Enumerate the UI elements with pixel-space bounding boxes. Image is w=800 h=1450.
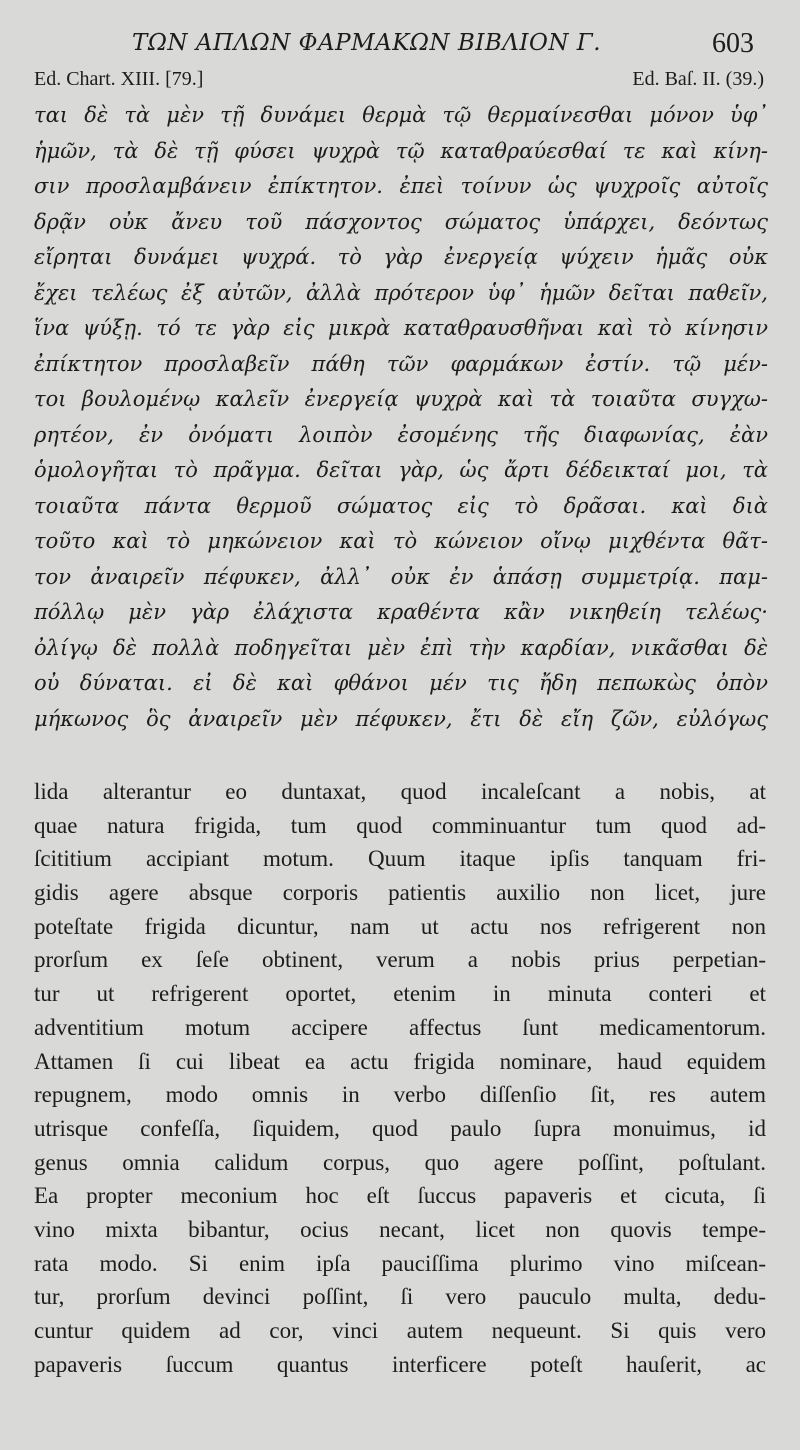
latin-line: cuntur quidem ad cor, vinci autem nequeunt. Si quis vero [34, 1318, 766, 1343]
page-number: 603 [712, 28, 754, 59]
latin-line: repugnem, modo omnis in verbo diſſenſio ſit, res autem [34, 1082, 766, 1108]
latin-line: tur, prorſum devinci poſſint, ſi vero pauculo multa, dedu- [34, 1284, 766, 1310]
greek-line: ται δὲ τὰ μὲν τῇ δυνάμει θερμὰ τῷ θερμαίνεσθαι μόνον ὑφ᾽ [34, 103, 768, 127]
greek-line: ἵνα ψύξῃ. τό τε γὰρ εἰς μικρὰ καταθραυσθῆναι καὶ τὸ κίνησιν [34, 316, 768, 340]
latin-line: vino mixta bibantur, ocius necant, licet non quovis tempe- [34, 1216, 766, 1242]
greek-line: σιν προσλαμβάνειν ἐπίκτητον. ἐπεὶ τοίνυν ὡς ψυχροῖς αὐτοῖς [34, 174, 768, 198]
latin-line: papaveris ſuccum quantus interficere poteſt hauſerit, ac [34, 1351, 766, 1377]
greek-line: ἐπίκτητον προσλαβεῖν πάθη τῶν φαρμάκων ἐστίν. τῷ μέν- [34, 351, 768, 376]
greek-line: οὐ δύναται. εἰ δὲ καὶ φθάνοι μέν τις ἤδη πεπωκὼς ὀπὸν [34, 671, 768, 695]
greek-text-block [34, 98, 768, 737]
greek-line: τον ἀναιρεῖν πέφυκεν, ἀλλ᾽ οὐκ ἐν ἁπάσῃ συμμετρίᾳ. παμ- [34, 564, 768, 589]
latin-line: poteſtate frigida dicuntur, nam ut actu nos refrigerent non [34, 913, 766, 939]
greek-line: ὁμολογῆται τὸ πρᾶγμα. δεῖται γὰρ, ὡς ἄρτι δέδεικταί μοι, τὰ [34, 458, 768, 482]
greek-line: ρητέον, ἐν ὀνόματι λοιπὸν ἐσομένης τῆς διαφωνίας, ἐὰν [34, 422, 768, 447]
latin-line: rata modo. Si enim ipſa pauciſſima plurimo vino miſcean- [34, 1250, 766, 1276]
latin-line: tur ut refrigerent oportet, etenim in minuta conteri et [34, 981, 766, 1007]
greek-line: ἔχει τελέως ἐξ αὐτῶν, ἀλλὰ πρότερον ὑφ᾽ ἡμῶν δεῖται παθεῖν, [34, 280, 768, 305]
latin-line: genus omnia calidum corpus, quo agere poſſint, poſtulant. [34, 1149, 766, 1175]
edition-chartier-reference: Ed. Chart. XIII. [79.] [34, 68, 204, 90]
latin-line: adventitium motum accipere affectus ſunt medicamentorum. [34, 1014, 766, 1040]
greek-line: μήκωνος ὃς ἀναιρεῖν μὲν πέφυκεν, ἔτι δὲ εἴη ζῶν, εὐλόγως [34, 706, 768, 731]
latin-line: utrisque confeſſa, ſiquidem, quod paulo ſupra monuimus, id [34, 1115, 766, 1141]
greek-line: πόλλῳ μὲν γὰρ ἐλάχιστα κραθέντα κἂν νικηθείη τελέως· [34, 600, 768, 624]
latin-line: lida alterantur eo duntaxat, quod incaleſcant a nobis, at [34, 779, 766, 804]
latin-line: quae natura frigida, tum quod comminuantur tum quod ad- [34, 812, 766, 838]
latin-line: Attamen ſi cui libeat ea actu frigida nominare, haud equidem [34, 1048, 766, 1074]
running-title: ΤΩΝ ΑΠΛΩΝ ΦΑΡΜΑΚΩΝ ΒΙΒΛΙΟΝ Γ. [132, 30, 602, 56]
latin-line: gidis agere absque corporis patientis auxilio non licet, jure [34, 880, 766, 906]
latin-text-block [34, 775, 766, 1381]
edition-references [34, 68, 764, 96]
greek-line: ἡμῶν, τὰ δὲ τῇ φύσει ψυχρὰ τῷ καταθραύεσθαί τε καὶ κίνη- [34, 138, 768, 163]
greek-line: τοι βουλομένῳ καλεῖν ἐνεργείᾳ ψυχρὰ καὶ τὰ τοιαῦτα συγχω- [34, 387, 768, 411]
greek-line: εἴρηται δυνάμει ψυχρά. τὸ γὰρ ἐνεργείᾳ ψύχειν ἡμᾶς οὐκ [34, 245, 768, 269]
latin-line: Ea propter meconium hoc eſt ſuccus papaveris et cicuta, ſi [34, 1183, 766, 1209]
running-head [0, 26, 800, 62]
edition-basel-reference: Ed. Baſ. II. (39.) [632, 68, 764, 90]
greek-line: τοιαῦτα πάντα θερμοῦ σώματος εἰς τὸ δρᾶσαι. καὶ διὰ [34, 493, 768, 518]
greek-line: τοῦτο καὶ τὸ μηκώνειον καὶ τὸ κώνειον οἴνῳ μιχθέντα θᾶτ- [34, 529, 768, 553]
greek-line: δρᾷν οὐκ ἄνευ τοῦ πάσχοντος σώματος ὑπάρχει, δεόντως [34, 209, 768, 234]
latin-line: ſcititium accipiant motum. Quum itaque ipſis tanquam fri- [34, 846, 766, 872]
latin-line: prorſum ex ſeſe obtinent, verum a nobis prius perpetian- [34, 947, 766, 973]
greek-line: ὀλίγῳ δὲ πολλὰ ποδηγεῖται μὲν ἐπὶ τὴν καρδίαν, νικᾶσθαι δὲ [34, 635, 768, 660]
